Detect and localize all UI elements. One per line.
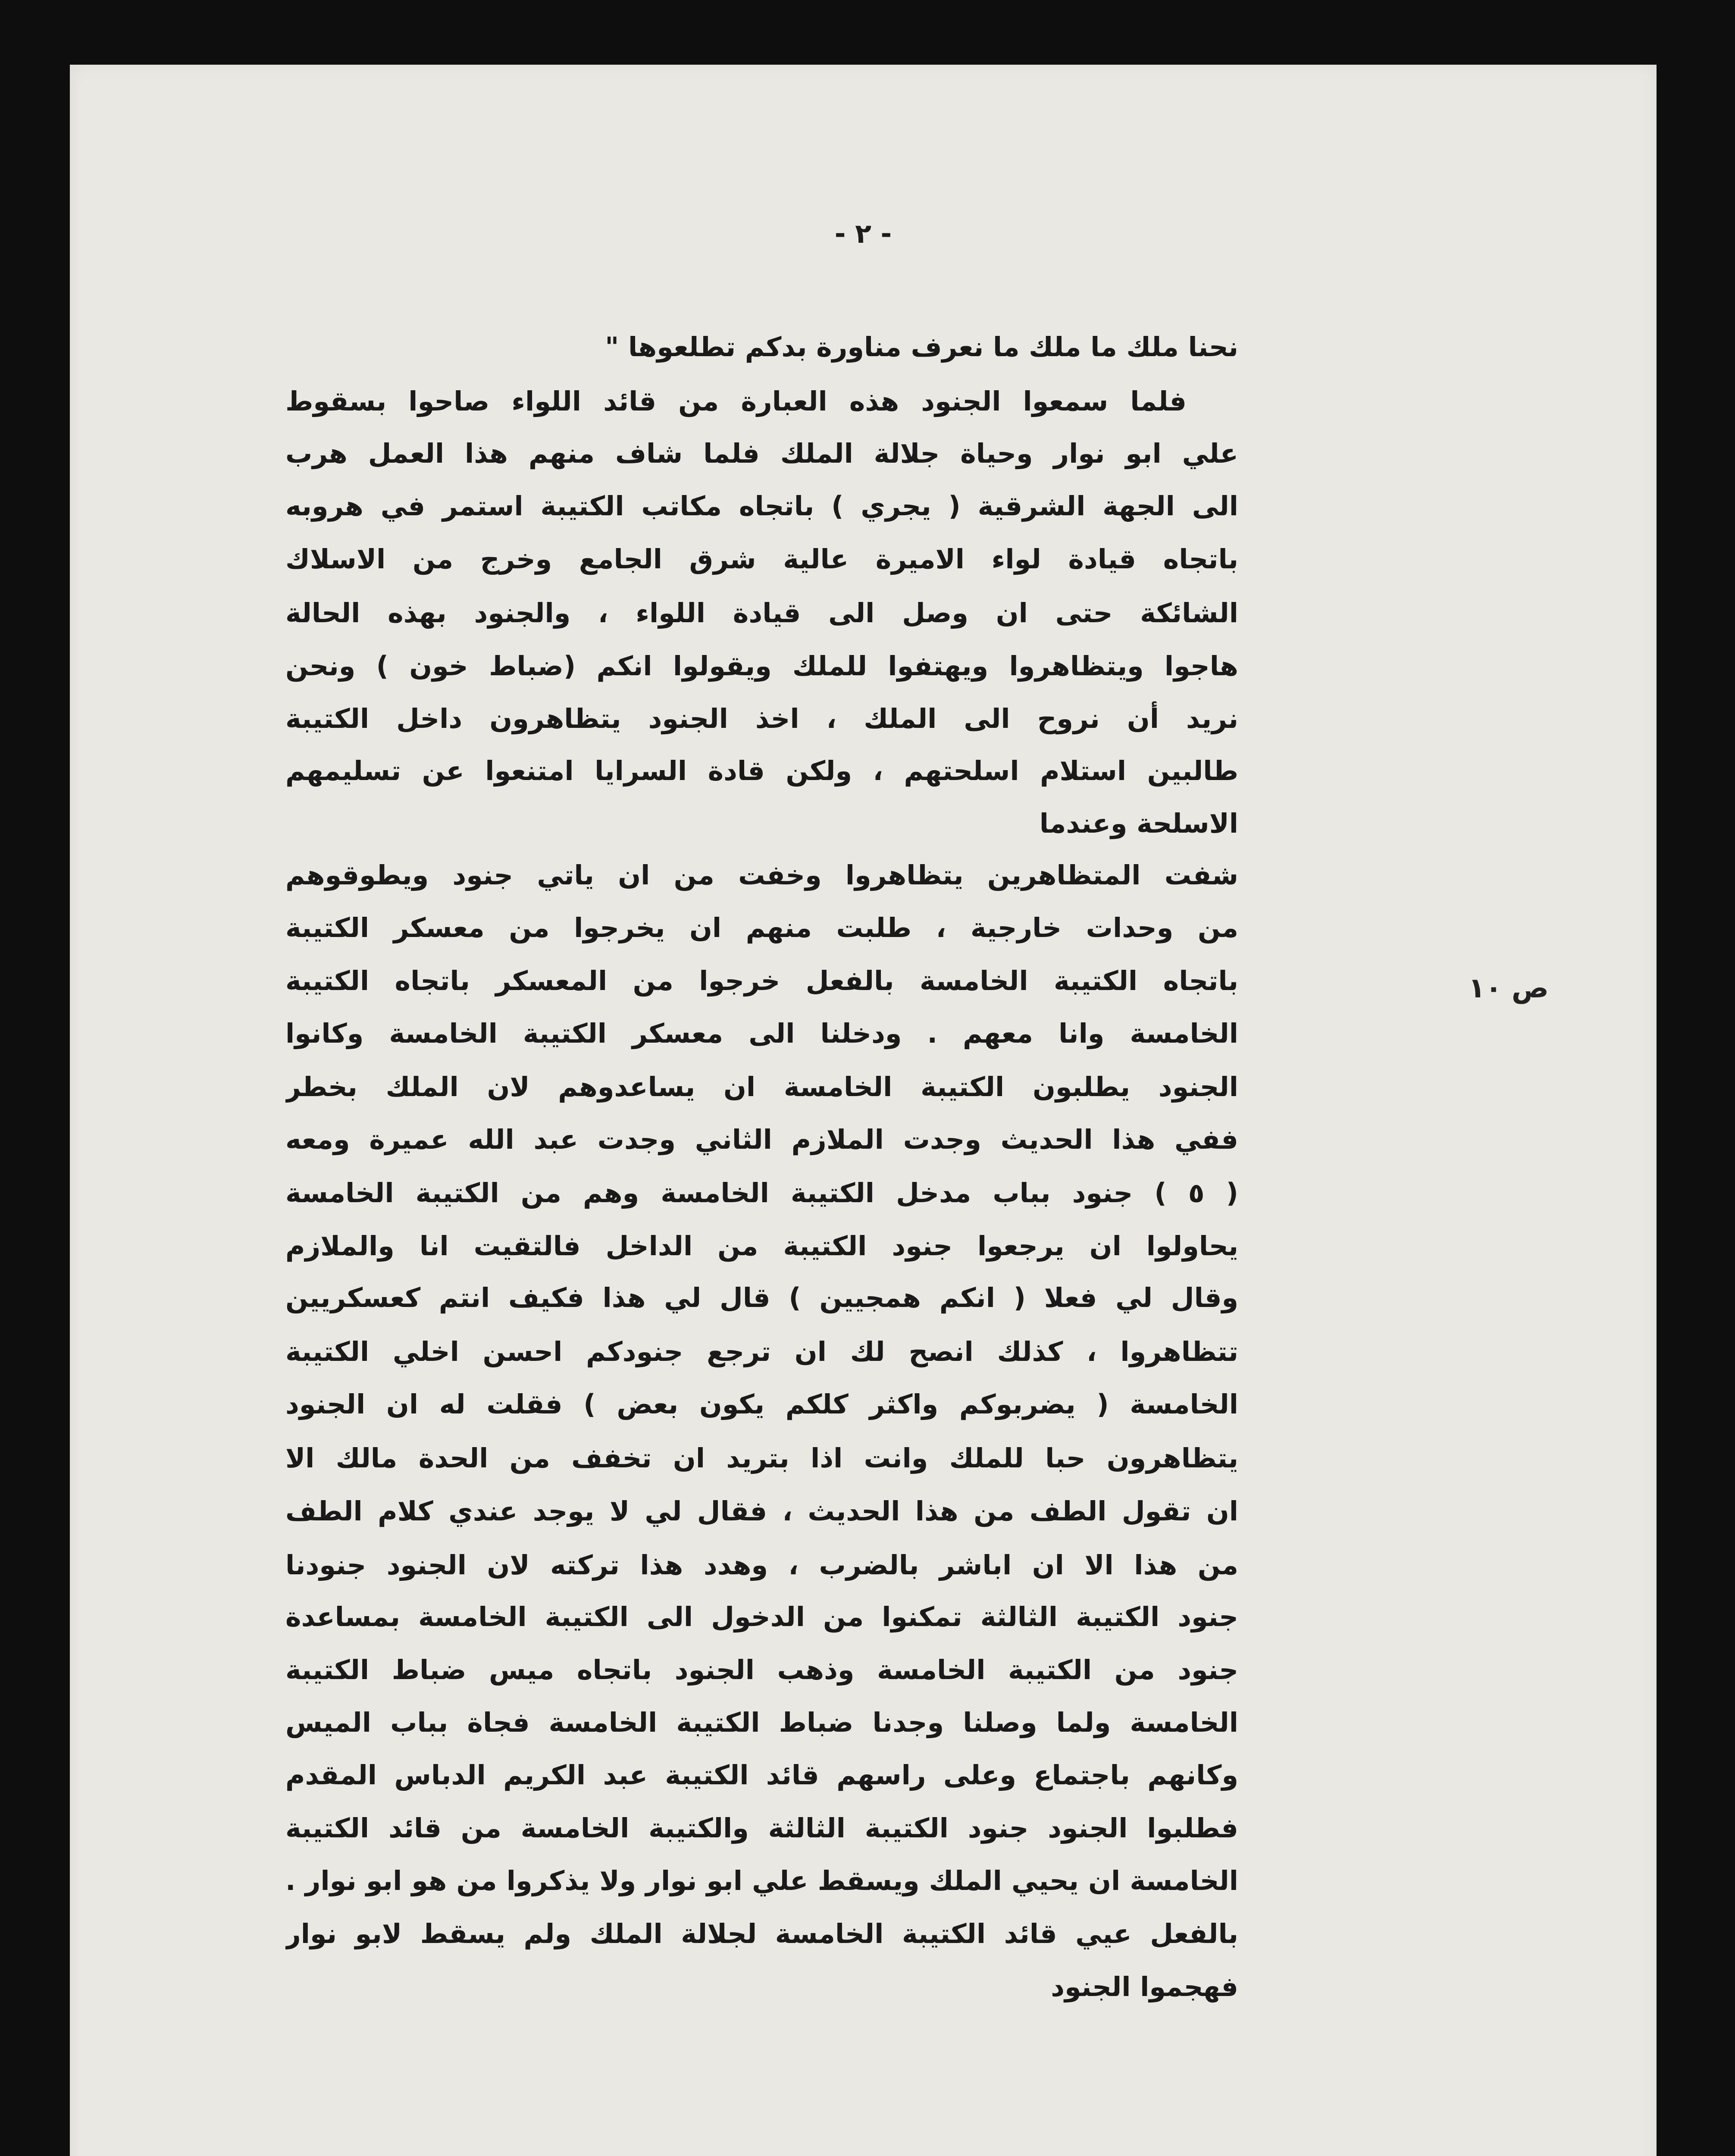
text-line: ان تقول الطف من هذا الحديث ، فقال لي لا يوجد عندي كلام الطف [285, 1495, 1238, 1527]
text-line: يتظاهرون حبا للملك وانت اذا بتريد ان تخفف من الحدة مالك الا [285, 1442, 1238, 1474]
text-line: وكانهم باجتماع وعلى راسهم قائد الكتيبة عبد الكريم الدباس المقدم [285, 1759, 1238, 1791]
text-line: بالفعل عيي قائد الكتيبة الخامسة لجلالة الملك ولم يسقط لابو نوار [285, 1918, 1238, 1949]
document-page [70, 65, 1657, 2156]
text-line: وقال لي فعلا ( انكم همجيين ) قال لي هذا فكيف انتم كعسكريين [285, 1282, 1238, 1313]
text-line: علي ابو نوار وحياة جلالة الملك فلما شاف منهم هذا العمل هرب [285, 438, 1238, 469]
text-line: الخامسة ان يحيي الملك ويسقط علي ابو نوار ولا يذكروا من هو ابو نوار . [285, 1865, 1238, 1896]
text-line: فهجموا الجنود [1051, 1971, 1238, 2002]
text-line: باتجاه الكتيبة الخامسة بالفعل خرجوا من المعسكر باتجاه الكتيبة [285, 965, 1238, 997]
text-line: شفت المتظاهرين يتظاهروا وخفت من ان ياتي جنود ويطوقوهم [285, 859, 1238, 891]
text-line: هاجوا ويتظاهروا ويهتفوا للملك ويقولوا انكم (ضباط خون ) ونحن [285, 650, 1238, 682]
text-line: جنود الكتيبة الثالثة تمكنوا من الدخول الى الكتيبة الخامسة بمساعدة [285, 1601, 1238, 1633]
text-line: الشائكة حتى ان وصل الى قيادة اللواء ، والجنود بهذه الحالة [285, 597, 1238, 629]
text-line: الى الجهة الشرقية ( يجري ) باتجاه مكاتب الكتيبة استمر في هروبه [285, 490, 1238, 522]
text-line: طالبين استلام اسلحتهم ، ولكن قادة السرايا امتنعوا عن تسليمهم [285, 755, 1238, 787]
margin-note: ص ١٠ [1468, 972, 1549, 1004]
text-line: فطلبوا الجنود جنود الكتيبة الثالثة والكتيبة الخامسة من قائد الكتيبة [285, 1812, 1238, 1844]
text-line: فلما سمعوا الجنود هذه العبارة من قائد اللواء صاحوا بسقوط [285, 385, 1187, 417]
text-line: ( ٥ ) جنود بباب مدخل الكتيبة الخامسة وهم من الكتيبة الخامسة [285, 1177, 1238, 1209]
text-line: جنود من الكتيبة الخامسة وذهب الجنود باتجاه ميس ضباط الكتيبة [285, 1654, 1238, 1686]
page-number: - ٢ - [834, 218, 892, 249]
text-line: الخامسة ( يضربوكم واكثر كلكم يكون بعض ) فقلت له ان الجنود [285, 1388, 1238, 1420]
text-line: من هذا الا ان اباشر بالضرب ، وهدد هذا تركته لان الجنود جنودنا [285, 1549, 1238, 1581]
text-line: من وحدات خارجية ، طلبت منهم ان يخرجوا من معسكر الكتيبة [285, 912, 1238, 943]
text-line: ففي هذا الحديث وجدت الملازم الثاني وجدت عبد الله عميرة ومعه [285, 1124, 1238, 1155]
text-line: تتظاهروا ، كذلك انصح لك ان ترجع جنودكم احسن اخلي الكتيبة [285, 1336, 1238, 1367]
text-line: الجنود يطلبون الكتيبة الخامسة ان يساعدوهم لان الملك بخطر [285, 1071, 1238, 1103]
text-line: باتجاه قيادة لواء الاميرة عالية شرق الجامع وخرج من الاسلاك [285, 543, 1238, 575]
text-line: نريد أن نروح الى الملك ، اخذ الجنود يتظاهرون داخل الكتيبة [285, 703, 1238, 734]
text-line: يحاولوا ان يرجعوا جنود الكتيبة من الداخل فالتقيت انا والملازم [285, 1230, 1238, 1262]
text-line: الخامسة وانا معهم . ودخلنا الى معسكر الكتيبة الخامسة وكانوا [285, 1018, 1238, 1049]
text-line: الاسلحة وعندما [1039, 808, 1238, 839]
text-line: الخامسة ولما وصلنا وجدنا ضباط الكتيبة الخامسة فجاة بباب الميس [285, 1707, 1238, 1738]
text-line: نحنا ملك ما ملك ما نعرف مناورة بدكم تطلعوها " [605, 331, 1238, 363]
